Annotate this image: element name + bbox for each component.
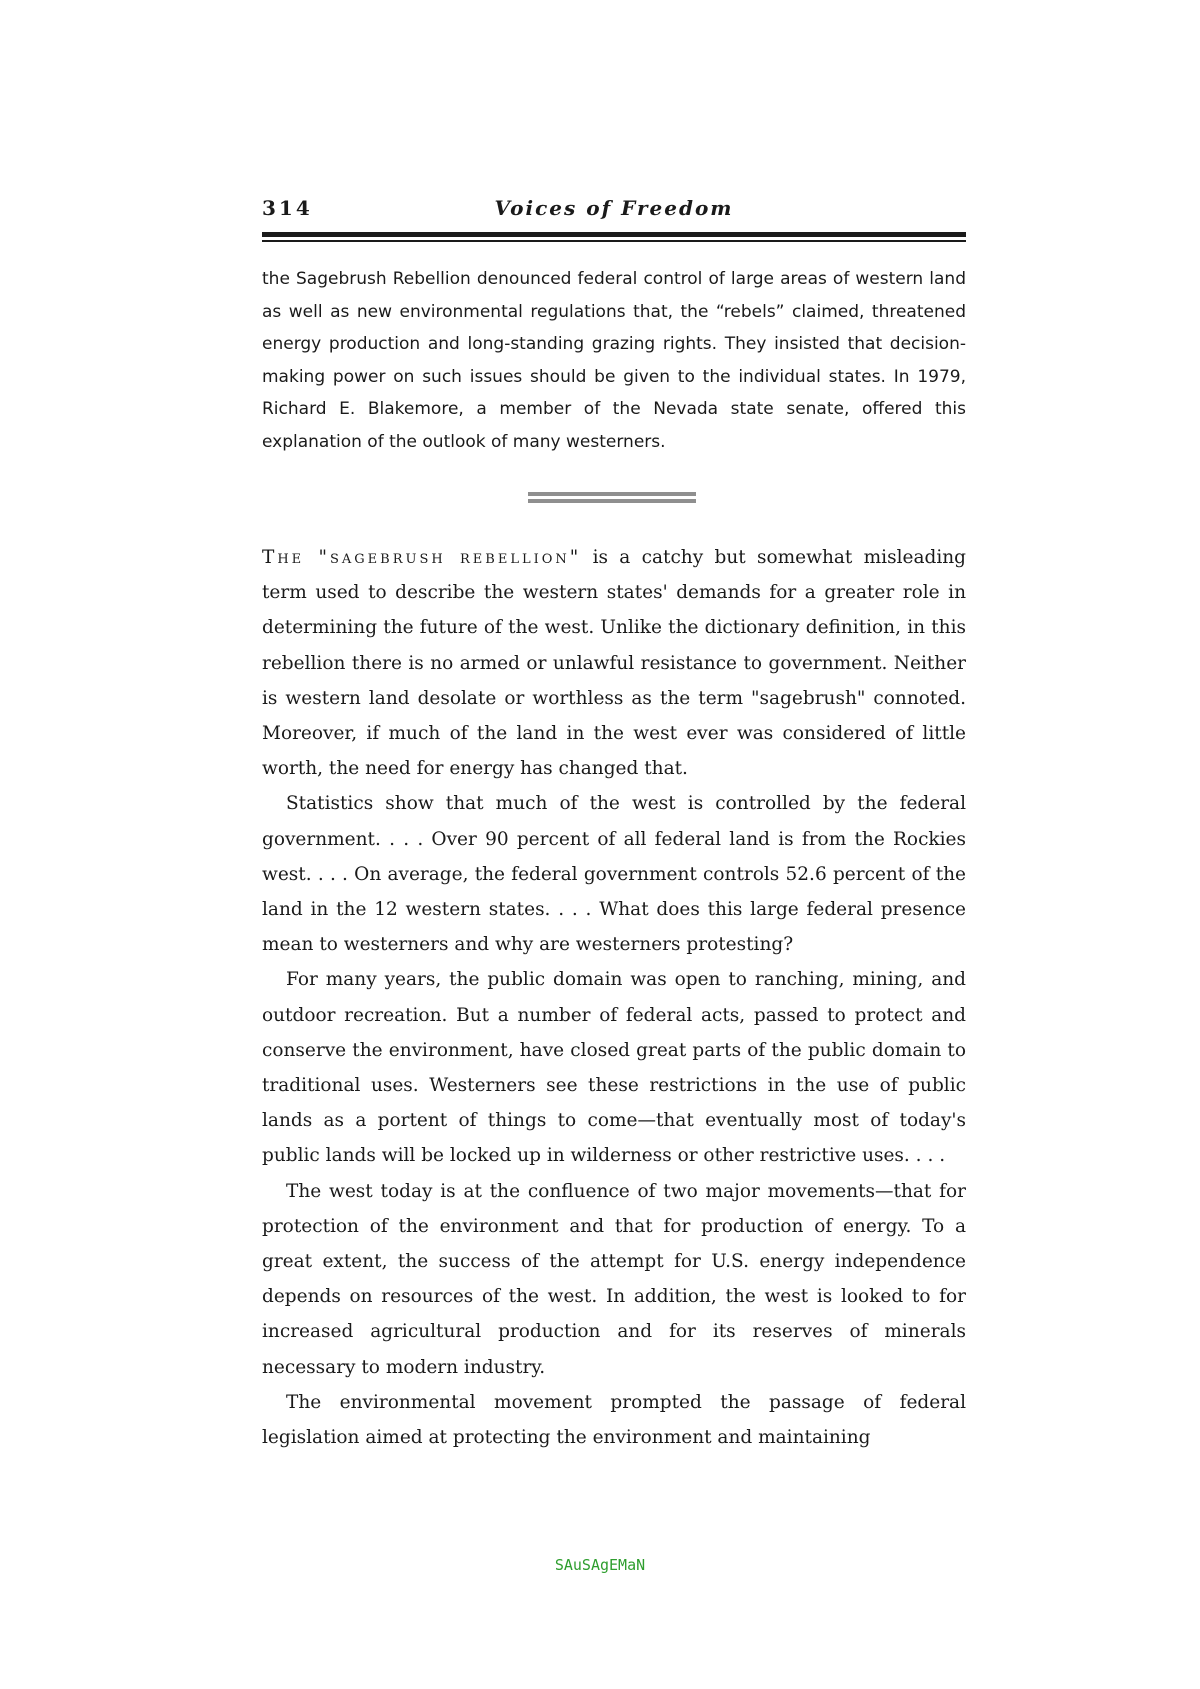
- page-number: 314: [262, 196, 313, 220]
- ornament-bar-top: [528, 492, 696, 496]
- lead-in-small-caps: The "sagebrush rebellion": [262, 547, 582, 568]
- header-rule-thin: [262, 240, 966, 242]
- running-head: [262, 196, 966, 226]
- document-excerpt: [262, 540, 966, 1455]
- body-paragraph-3: For many years, the public domain was open to ranching, mining, and outdoor recreation. But a number of federal acts, passed to protect and conserve the environment, have closed great parts of the public domain to traditional uses. Westerners see these restrictions in the use of public lands as a portent of things to come—that eventually most of today's public lands will be locked up in wilderness or other restrictive uses. . . .: [262, 969, 966, 1167]
- book-title: Voices of Freedom: [494, 196, 734, 220]
- ornament-bar-bottom: [528, 499, 696, 503]
- body-paragraph-2: Statistics show that much of the west is controlled by the federal government. . . . Over 90 percent of all federal land is from the Rockies west. . . . On average, the federal government controls 52.6 percent of the land in the 12 western states. . . . What does this large federal presence mean to westerners and why are westerners protesting?: [262, 793, 966, 956]
- watermark: SAuSAgEMaN: [554, 1556, 646, 1574]
- body-paragraph-1-text: is a catchy but somewhat misleading term used to describe the western states' demands for a greater role in determining the future of the west. Unlike the dictionary definition, in this rebellion there is no armed or unlawful resistance to government. Neither is western land desolate or worthless as the term "sagebrush" connoted. Moreover, if much of the land in the west ever was considered of little worth, the need for energy has changed that.: [262, 547, 966, 780]
- body-paragraph-4: The west today is at the confluence of two major movements—that for protection of the environment and that for production of energy. To a great extent, the success of the attempt for U.S. energy independence depends on resources of the west. In addition, the west is looked to for increased agricultural production and for its reserves of minerals necessary to modern industry.: [262, 1180, 966, 1378]
- header-rule-thick: [262, 232, 966, 237]
- body-paragraph-1: [262, 540, 966, 786]
- section-ornament: [528, 492, 696, 504]
- body-paragraph-5: The environmental movement prompted the passage of federal legislation aimed at protecting the environment and maintaining: [262, 1391, 966, 1449]
- intro-paragraph: the Sagebrush Rebellion denounced federal control of large areas of western land as well as new environmental regulations that, the “rebels” claimed, threatened energy production and long-standing grazing rights. They insisted that decision-making power on such issues should be given to the individual states. In 1979, Richard E. Blakemore, a member of the Nevada state senate, offered this explanation of the outlook of many westerners.: [262, 269, 966, 452]
- intro-note: [262, 263, 966, 459]
